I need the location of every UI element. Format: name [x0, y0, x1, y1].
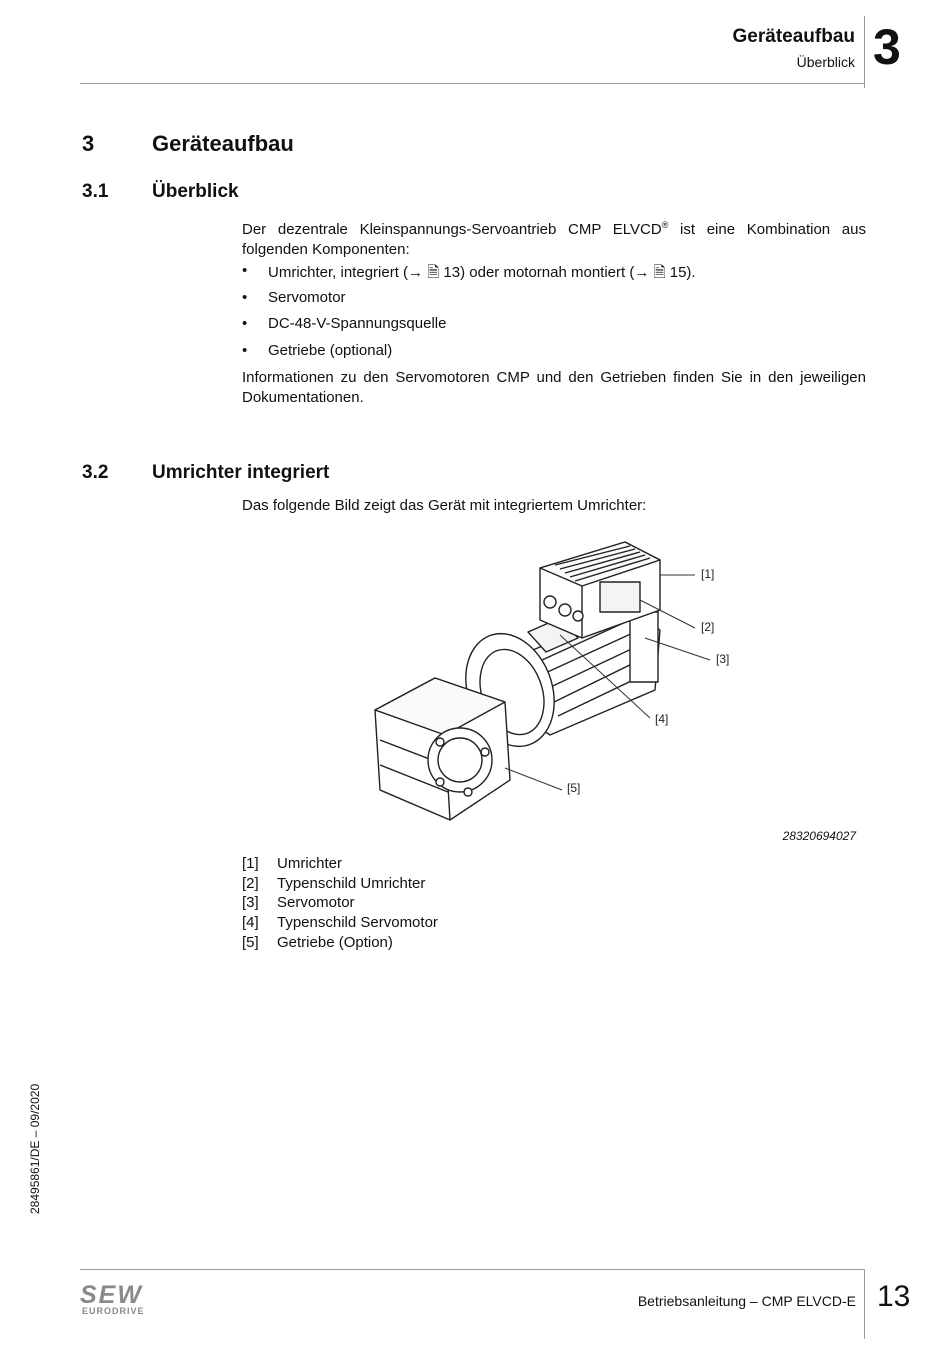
callout-label: [1] [701, 567, 715, 581]
legend-number: [5] [242, 934, 259, 951]
connector [544, 596, 556, 608]
section-number: 3.1 [82, 181, 109, 202]
header-divider [80, 83, 865, 84]
callout-label: [3] [716, 652, 730, 666]
section-intro: Der dezentrale Kleinspannungs-Servoantrieb CMP ELVCD® ist eine Kombination aus folgenden Komponenten: [242, 220, 866, 258]
list-item: DC-48-V-Spannungsquelle [268, 315, 447, 332]
legend-number: [1] [242, 855, 259, 872]
bullet-symbol: • [242, 262, 248, 279]
connector [559, 604, 571, 616]
eurodrive-logo-text: EURODRIVE [82, 1306, 145, 1316]
list-item: Getriebe (optional) [268, 342, 393, 359]
page-number: 13 [877, 1280, 911, 1313]
footer-document-title: Betriebsanleitung – CMP ELVCD-E [637, 1293, 856, 1309]
connector [573, 611, 583, 621]
legend-text: Servomotor [277, 894, 355, 911]
header-title: Geräteaufbau [732, 26, 855, 47]
list-item: Umrichter, integriert (→ 🗎 13) oder motornah montiert (→ 🗎 15). [268, 264, 696, 281]
legend-number: [2] [242, 875, 259, 892]
callout-label: [5] [567, 781, 581, 795]
section-title: Umrichter integriert [152, 462, 330, 483]
section-number: 3.2 [82, 462, 109, 483]
callout-label: [4] [655, 712, 669, 726]
inverter-nameplate [600, 582, 640, 612]
bullet-symbol: • [242, 289, 248, 306]
header-chapter-number: 3 [873, 19, 901, 75]
bullet-symbol: • [242, 315, 248, 332]
chapter-title: Geräteaufbau [152, 131, 294, 156]
bullet-symbol: • [242, 342, 248, 359]
callout-label: [2] [701, 620, 715, 634]
legend-number: [3] [242, 894, 259, 911]
header-subtitle: Überblick [796, 54, 855, 70]
motor-end-cap [630, 612, 658, 682]
figure-intro: Das folgende Bild zeigt das Gerät mit integriertem Umrichter: [242, 497, 647, 514]
figure-id: 28320694027 [782, 829, 856, 843]
footer-divider-vertical [864, 1269, 865, 1339]
legend-text: Typenschild Servomotor [277, 914, 438, 931]
sew-logo: SEW [80, 1281, 143, 1309]
list-item: Servomotor [268, 289, 346, 306]
header-divider-vertical [864, 16, 865, 88]
chapter-number: 3 [82, 131, 95, 156]
section-title: Überblick [152, 181, 239, 202]
legend-text: Getriebe (Option) [277, 934, 393, 951]
legend-number: [4] [242, 914, 259, 931]
section-closing: Informationen zu den Servomotoren CMP und den Getrieben finden Sie in den jeweiligen Dokumentationen. [242, 369, 866, 406]
legend-text: Umrichter [277, 855, 343, 872]
footer-divider [80, 1269, 865, 1270]
registered-mark: ® [661, 220, 669, 230]
document-id-side-note: 28495861/DE – 09/2020 [28, 1083, 42, 1214]
legend-text: Typenschild Umrichter [277, 875, 426, 892]
